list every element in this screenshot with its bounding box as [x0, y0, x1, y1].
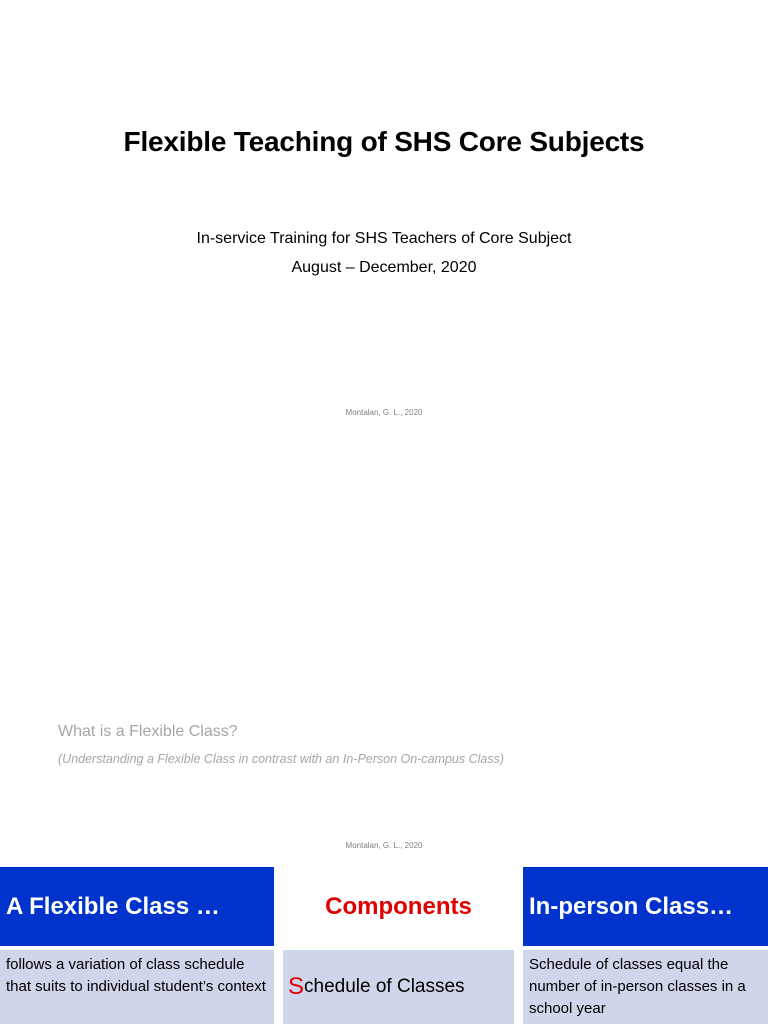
component-schedule-of-classes	[283, 950, 514, 1024]
slide2-heading: What is a Flexible Class?	[58, 723, 238, 740]
slide-credit: Montalan, G. L., 2020	[345, 408, 423, 417]
flexible-class-header: A Flexible Class …	[0, 867, 274, 946]
slide-title: Flexible Teaching of SHS Core Subjects	[123, 126, 645, 157]
slide-subtitle-line1: In-service Training for SHS Teachers of Core Subject	[196, 230, 572, 247]
slide2-subheading: (Understanding a Flexible Class in contrast with an In-Person On-campus Class)	[58, 752, 505, 766]
slide-subtitle-line2: August – December, 2020	[291, 259, 477, 276]
components-header: Components	[325, 892, 472, 920]
slide2-credit: Montalan, G. L., 2020	[345, 841, 423, 850]
flexible-class-description: follows a variation of class schedule that suits to individual student’s context	[0, 950, 274, 1024]
component-initial: S	[288, 973, 305, 1000]
component-label: chedule of Classes	[304, 976, 465, 997]
in-person-class-header: In-person Class…	[523, 867, 768, 946]
in-person-class-description: Schedule of classes equal the number of in-person classes in a school year	[523, 950, 768, 1024]
